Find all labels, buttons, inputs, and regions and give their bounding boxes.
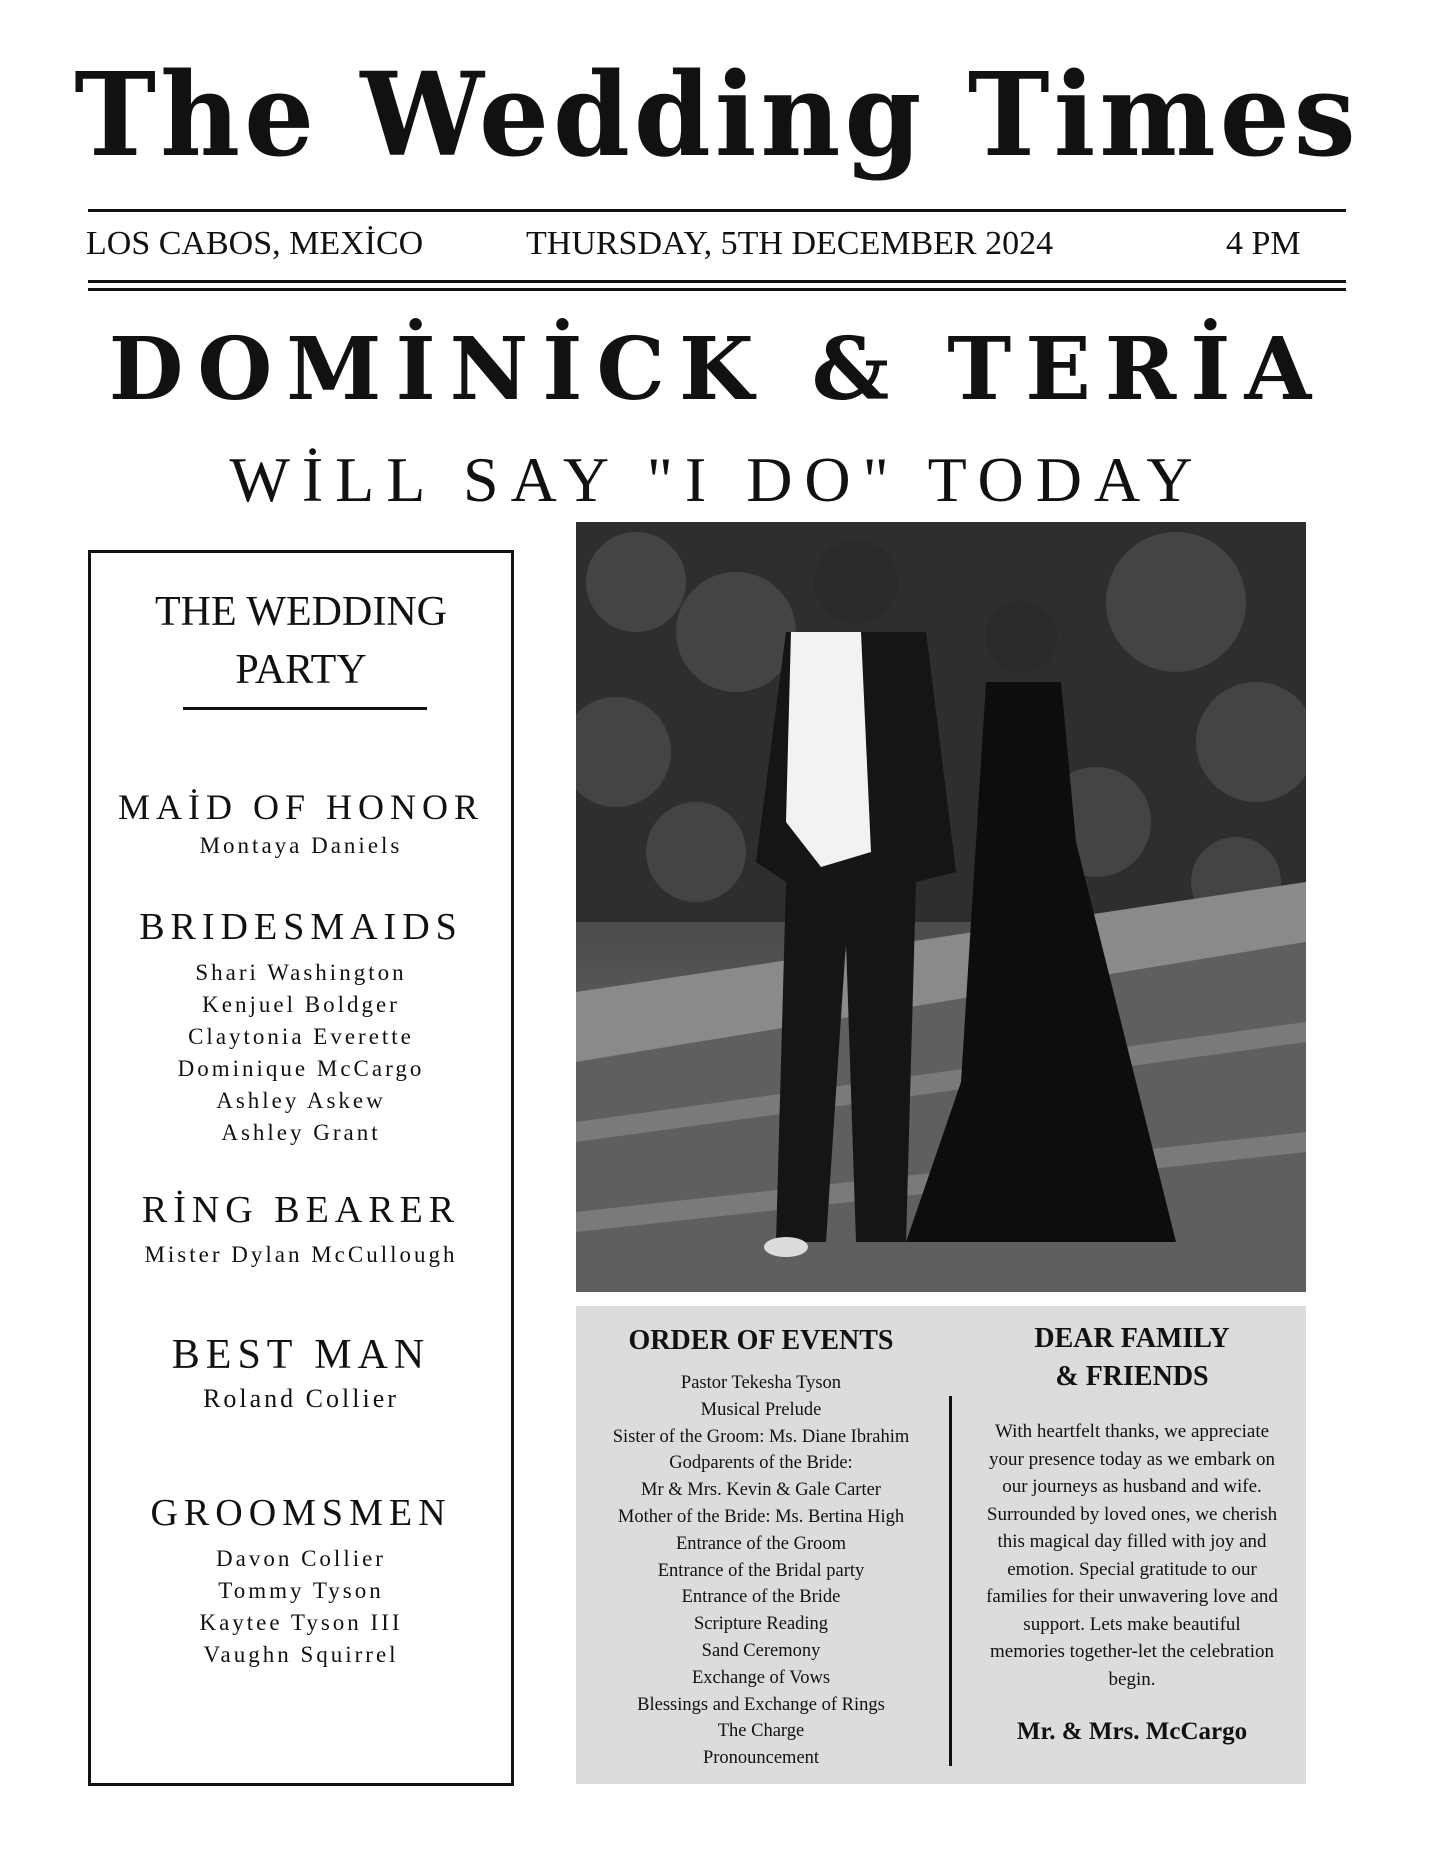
- event-item: Pronouncement: [702, 1748, 820, 1769]
- name-entry: Ashley Askew: [216, 1088, 386, 1113]
- event-item: Mother of the Bride: Ms. Bertina High: [617, 1506, 905, 1527]
- names-best-man: [91, 1383, 511, 1415]
- name-entry: Dominique McCargo: [177, 1056, 425, 1081]
- event-item: Sand Ceremony: [701, 1640, 821, 1661]
- name-entry: Ashley Grant: [221, 1120, 381, 1145]
- double-rule-top: [88, 280, 1346, 283]
- dear-family-title-line1: DEAR FAMILY: [1034, 1323, 1230, 1354]
- event-item: Blessings and Exchange of Rings: [637, 1694, 885, 1715]
- name-entry: Tommy Tyson: [218, 1578, 384, 1603]
- event-item: Mr & Mrs. Kevin & Gale Carter: [641, 1480, 881, 1501]
- message-line: With heartfelt thanks, we appreciate: [994, 1421, 1270, 1442]
- message-line: Surrounded by loved ones, we cherish: [986, 1503, 1278, 1525]
- event-item: Exchange of Vows: [691, 1667, 831, 1688]
- panel-divider: [949, 1396, 952, 1766]
- event-item: Sister of the Groom: Ms. Diane Ibrahim: [612, 1426, 910, 1447]
- message-line: your presence today as we embark on: [989, 1448, 1275, 1470]
- names-maid-of-honor: [91, 830, 511, 862]
- message-line: emotion. Special gratitude to our: [1007, 1558, 1257, 1580]
- name-entry: Mister Dylan McCullough: [144, 1242, 458, 1267]
- name-entry: Shari Washington: [195, 960, 407, 985]
- message-line: memories together-let the celebration: [990, 1641, 1274, 1662]
- event-item: Entrance of the Bride: [681, 1587, 841, 1608]
- role-bridesmaids: BRIDESMAIDS: [139, 906, 463, 948]
- dear-family-title-line2: & FRIENDS: [1055, 1361, 1209, 1392]
- order-of-events-title: ORDER OF EVENTS: [628, 1325, 894, 1356]
- name-entry: Vaughn Squirrel: [203, 1642, 399, 1667]
- event-item: Pastor Tekesha Tyson: [680, 1373, 842, 1393]
- wedding-party-title-line2: PARTY: [235, 647, 367, 693]
- double-rule-bottom: [88, 288, 1346, 291]
- event-item: Entrance of the Bridal party: [657, 1560, 865, 1581]
- wedding-party-title: [91, 583, 511, 699]
- info-panel: [576, 1306, 1306, 1784]
- name-entry: Claytonia Everette: [188, 1024, 414, 1049]
- role-ring-bearer: RİNG BEARER: [141, 1189, 461, 1231]
- role-groomsmen: GROOMSMEN: [150, 1492, 452, 1534]
- couple-photo-illustration: [576, 522, 1306, 1292]
- dear-family-title: [958, 1320, 1306, 1396]
- message-line: begin.: [1108, 1668, 1156, 1690]
- message-line: our journeys as husband and wife.: [1002, 1476, 1262, 1497]
- wedding-party-title-line1: THE WEDDING: [155, 589, 447, 635]
- dateline-time: 4 PM: [1226, 225, 1301, 262]
- signature: Mr. & Mrs. McCargo: [1016, 1718, 1248, 1745]
- name-entry: Montaya Daniels: [199, 833, 403, 858]
- event-item: Godparents of the Bride:: [669, 1453, 853, 1474]
- couple-names: DOMİNİCK & TERİA: [108, 319, 1326, 420]
- message-line: families for their unwavering love and: [986, 1586, 1278, 1607]
- event-item: Entrance of the Groom: [675, 1533, 847, 1554]
- role-best-man: BEST MAN: [171, 1332, 431, 1378]
- name-entry: Davon Collier: [216, 1546, 386, 1571]
- names-bridesmaids: [91, 957, 511, 1149]
- name-entry: Kenjuel Boldger: [202, 992, 400, 1017]
- headline-subhead: WİLL SAY "I DO" TODAY: [229, 444, 1205, 515]
- role-maid-of-honor: MAİD OF HONOR: [117, 787, 485, 827]
- wedding-party-underline: [183, 707, 427, 710]
- dear-family-message: [968, 1418, 1296, 1693]
- dateline-date: THURSDAY, 5TH DECEMBER 2024: [526, 225, 1054, 262]
- dateline-location: LOS CABOS, MEXİCO: [86, 225, 424, 262]
- names-ring-bearer: [91, 1239, 511, 1271]
- event-item: Scripture Reading: [693, 1614, 829, 1635]
- names-groomsmen: [91, 1543, 511, 1671]
- message-line: support. Lets make beautiful: [1023, 1613, 1241, 1635]
- wedding-party-box: [88, 550, 514, 1786]
- order-of-events-list: [576, 1370, 946, 1772]
- top-rule: [88, 209, 1346, 212]
- masthead-title: The Wedding Times: [74, 46, 1360, 183]
- name-entry: Roland Collier: [203, 1384, 399, 1413]
- couple-photo: [576, 522, 1306, 1292]
- event-item: Musical Prelude: [700, 1399, 822, 1420]
- name-entry: Kaytee Tyson III: [199, 1610, 403, 1635]
- event-item: The Charge: [717, 1721, 805, 1742]
- message-line: this magical day filled with joy and: [997, 1531, 1267, 1552]
